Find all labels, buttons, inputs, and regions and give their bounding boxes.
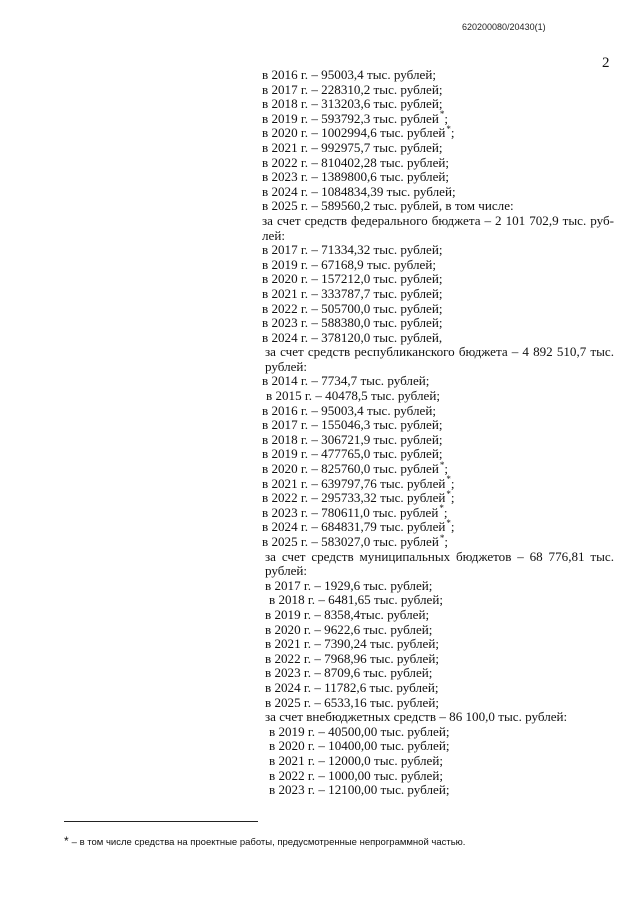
line-text: в 2014 г. – 7734,7 тыс. рублей; (262, 373, 430, 389)
line-text: в 2024 г. – 684831,79 тыс. рублей (262, 519, 446, 535)
line-text: в 2021 г. – 12000,0 тыс. рублей; (269, 752, 443, 768)
footnote-reference-mark: * (446, 124, 451, 135)
line-text: в 2021 г. – 639797,76 тыс. рублей (262, 475, 446, 491)
text-line (262, 345, 614, 374)
line-text: в 2020 г. – 1002994,6 тыс. рублей (262, 125, 446, 141)
text-line (262, 272, 614, 287)
text-line (262, 389, 614, 404)
line-text: в 2022 г. – 295733,32 тыс. рублей (262, 490, 446, 506)
text-line (262, 623, 614, 638)
line-text: за счет внебюджетных средств – 86 100,0 тыс. рублей: (265, 709, 568, 725)
line-text: в 2019 г. – 8358,4тыс. рублей; (265, 606, 430, 622)
text-line (262, 156, 614, 171)
line-text: в 2022 г. – 1000,00 тыс. рублей; (269, 767, 443, 783)
line-text: в 2021 г. – 7390,24 тыс. рублей; (265, 636, 439, 652)
line-text: в 2017 г. – 155046,3 тыс. рублей; (262, 417, 443, 433)
line-text: в 2024 г. – 11782,6 тыс. рублей; (265, 679, 439, 695)
line-text: в 2021 г. – 992975,7 тыс. рублей; (262, 139, 443, 155)
text-line (262, 783, 614, 798)
text-line (262, 579, 614, 594)
footnote-reference-mark: * (439, 459, 445, 470)
text-line (262, 185, 614, 200)
text-line (262, 447, 614, 462)
line-text: за счет средств муниципальных бюджетов – 68 776,81 тыс. рублей: (265, 548, 614, 579)
line-text: в 2024 г. – 1084834,39 тыс. рублей; (262, 183, 456, 199)
text-line (262, 199, 614, 214)
line-punctuation: ; (444, 110, 449, 126)
text-line (262, 710, 614, 725)
line-text: за счет средств республиканского бюджета – 4 892 510,7 тыс. рублей: (265, 344, 614, 374)
line-text: в 2025 г. – 6533,16 тыс. рублей; (265, 694, 439, 710)
line-text: в 2020 г. – 10400,00 тыс. рублей; (269, 738, 450, 754)
line-text: в 2017 г. – 1929,6 тыс. рублей; (265, 577, 433, 593)
line-text: в 2024 г. – 378120,0 тыс. рублей, (262, 329, 443, 345)
footnote-text: – в том числе средства на проектные работы, предусмотренные непрограммной частью. (71, 837, 466, 848)
text-line (262, 404, 614, 419)
text-line (262, 593, 614, 608)
footnote (64, 834, 465, 848)
line-text: в 2019 г. – 67168,9 тыс. рублей; (262, 256, 436, 272)
line-punctuation: ; (443, 504, 448, 520)
text-line (262, 652, 614, 667)
line-text: в 2019 г. – 477765,0 тыс. рублей; (262, 446, 443, 462)
line-text: в 2023 г. – 8709,6 тыс. рублей; (265, 665, 433, 681)
text-line (262, 170, 614, 185)
line-text: в 2020 г. – 9622,6 тыс. рублей; (265, 621, 433, 637)
line-text: в 2022 г. – 505700,0 тыс. рублей; (262, 300, 443, 316)
text-line (262, 316, 614, 331)
footnote-reference-mark: * (446, 518, 451, 529)
footnote-reference-mark: * (446, 474, 451, 485)
line-text: в 2018 г. – 313203,6 тыс. рублей; (262, 96, 443, 112)
line-text: в 2019 г. – 593792,3 тыс. рублей (262, 110, 439, 126)
text-line (262, 520, 614, 535)
line-text: в 2016 г. – 95003,4 тыс. рублей; (262, 402, 436, 418)
line-text: в 2023 г. – 588380,0 тыс. рублей; (262, 315, 443, 331)
line-punctuation: ; (450, 490, 455, 506)
text-line (262, 739, 614, 754)
text-line (262, 769, 614, 784)
line-text: в 2021 г. – 333787,7 тыс. рублей; (262, 285, 443, 301)
line-text: в 2020 г. – 825760,0 тыс. рублей (262, 461, 439, 477)
text-line (262, 126, 614, 141)
text-line (262, 666, 614, 681)
text-line (262, 637, 614, 652)
line-punctuation: ; (444, 534, 449, 549)
text-line (262, 287, 614, 302)
line-text: в 2020 г. – 157212,0 тыс. рублей; (262, 271, 443, 287)
text-line (262, 608, 614, 623)
footnote-reference-mark: * (446, 488, 451, 499)
line-text: в 2025 г. – 583027,0 тыс. рублей (262, 534, 439, 549)
text-line (262, 243, 614, 258)
line-text: в 2017 г. – 228310,2 тыс. рублей; (262, 81, 443, 97)
line-text: в 2022 г. – 7968,96 тыс. рублей; (265, 650, 439, 666)
text-line (262, 696, 614, 711)
text-line (262, 550, 614, 579)
line-text: в 2022 г. – 810402,28 тыс. рублей; (262, 154, 450, 170)
page-number: 2 (602, 55, 610, 71)
line-text: в 2015 г. – 40478,5 тыс. рублей; (266, 388, 440, 404)
document-code: 620200080/20430(1) (462, 22, 546, 32)
text-line (262, 459, 614, 477)
footnote-reference-mark: * (439, 109, 445, 120)
text-line (262, 374, 614, 389)
line-text: в 2023 г. – 1389800,6 тыс. рублей; (262, 169, 450, 185)
text-line (262, 331, 614, 346)
text-line (262, 68, 614, 83)
text-line (262, 754, 614, 769)
line-punctuation: ; (450, 125, 455, 141)
line-text: в 2018 г. – 6481,65 тыс. рублей; (269, 592, 443, 608)
text-line (262, 302, 614, 317)
text-line (262, 97, 614, 112)
line-punctuation: ; (450, 475, 455, 491)
text-line (262, 725, 614, 740)
text-line (262, 214, 614, 243)
footnote-reference-mark: * (439, 532, 445, 543)
line-text: в 2018 г. – 306721,9 тыс. рублей; (262, 431, 443, 447)
line-text: в 2017 г. – 71334,32 тыс. рублей; (262, 242, 443, 258)
text-line (262, 141, 614, 156)
line-text: в 2023 г. – 12100,00 тыс. рублей; (269, 782, 450, 798)
line-punctuation: ; (444, 461, 449, 477)
footnote-divider (64, 821, 258, 822)
text-line (262, 681, 614, 696)
text-line (262, 433, 614, 448)
line-punctuation: ; (450, 519, 455, 535)
text-line (262, 488, 614, 506)
line-text: в 2016 г. – 95003,4 тыс. рублей; (262, 67, 436, 82)
funding-text-block (262, 68, 614, 798)
footnote-reference-mark: * (439, 503, 444, 514)
line-text: в 2023 г. – 780611,0 тыс. рублей (262, 504, 439, 520)
text-line (262, 532, 614, 550)
text-line (262, 418, 614, 433)
line-text: в 2019 г. – 40500,00 тыс. рублей; (269, 723, 450, 739)
text-line (262, 258, 614, 273)
line-text: за счет средств федерального бюджета – 2 101 702,9 тыс. руб-лей: (262, 212, 614, 243)
footnote-mark: * (64, 834, 69, 848)
line-text: в 2025 г. – 589560,2 тыс. рублей, в том числе: (262, 198, 514, 214)
text-line (262, 83, 614, 98)
